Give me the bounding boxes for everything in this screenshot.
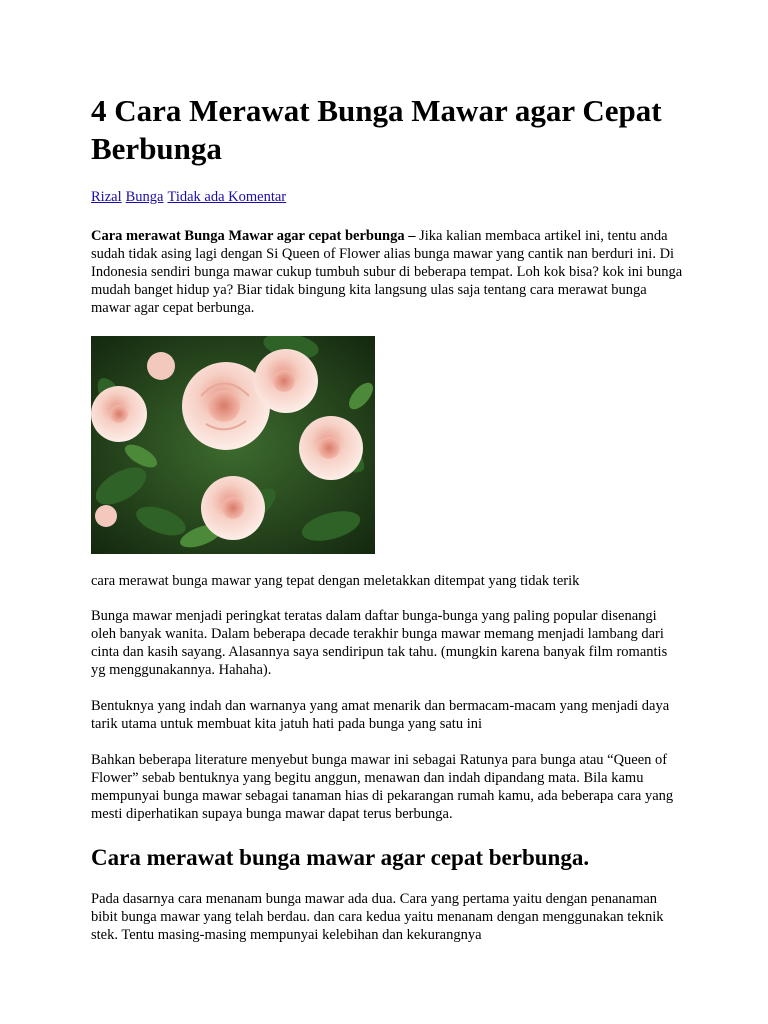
category-link[interactable]: Bunga — [125, 189, 164, 205]
intro-paragraph — [91, 227, 683, 317]
paragraph-beauty: Bentuknya yang indah dan warnanya yang amat menarik dan bermacam-macam yang menjadi daya tarik utama untuk membuat kita jatuh hati pada bunga yang satu ini — [91, 698, 670, 732]
paragraph-popularity: Bunga mawar menjadi peringkat teratas dalam daftar bunga-bunga yang paling popular disenangi oleh banyak wanita. Dalam beberapa decade terakhir bunga mawar memang menjadi lambang dari cinta dan kasih sayang. Alasannya saya sendiripun tak tahu. (mungkin karena banyak film romantis yg menggunakannya. Hahaha). — [91, 608, 668, 678]
article-title: 4 Cara Merawat Bunga Mawar agar Cepat Berbunga — [91, 93, 662, 166]
rose-photo — [91, 336, 375, 554]
paragraph-planting: Pada dasarnya cara menanam bunga mawar ada dua. Cara yang pertama yaitu dengan penanaman bibit bunga mawar yang telah berdau. dan cara kedua yaitu menanam dengan menggunakan teknik stek. Tentu masing-masing mempunyai kelebihan dan kekurangnya — [91, 891, 664, 943]
image-caption: cara merawat bunga mawar yang tepat dengan meletakkan ditempat yang tidak terik — [91, 573, 580, 589]
intro-text: Jika kalian membaca artikel ini, tentu anda sudah tidak asing lagi dengan Si Queen of Flower alias bunga mawar yang cantik nan berduri ini. Di Indonesia sendiri bunga mawar cukup tumbuh subur di beberapa tempat. Loh kok bisa? kok ini bunga mudah banget hidup ya? Biar tidak bingung kita langsung ulas saja tentang cara merawat bunga mawar agar cepat berbunga. — [91, 228, 683, 316]
article-meta — [91, 188, 683, 206]
intro-lead: Cara merawat Bunga Mawar agar cepat berbunga – — [91, 228, 420, 244]
author-link[interactable]: Rizal — [91, 189, 122, 205]
paragraph-queen-of-flower: Bahkan beberapa literature menyebut bunga mawar ini sebagai Ratunya para bunga atau “Queen of Flower” sebab bentuknya yang begitu anggun, menawan dan indah dipandang mata. Bila kamu mempunyai bunga mawar sebagai tanaman hias di pekarangan rumah kamu, ada beberapa cara yang mesti diperhatikan supaya bunga mawar dapat terus berbunga. — [91, 752, 674, 822]
article-content — [91, 92, 683, 944]
comments-link[interactable]: Tidak ada Komentar — [167, 189, 287, 205]
section-heading: Cara merawat bunga mawar agar cepat berbunga. — [91, 845, 590, 870]
